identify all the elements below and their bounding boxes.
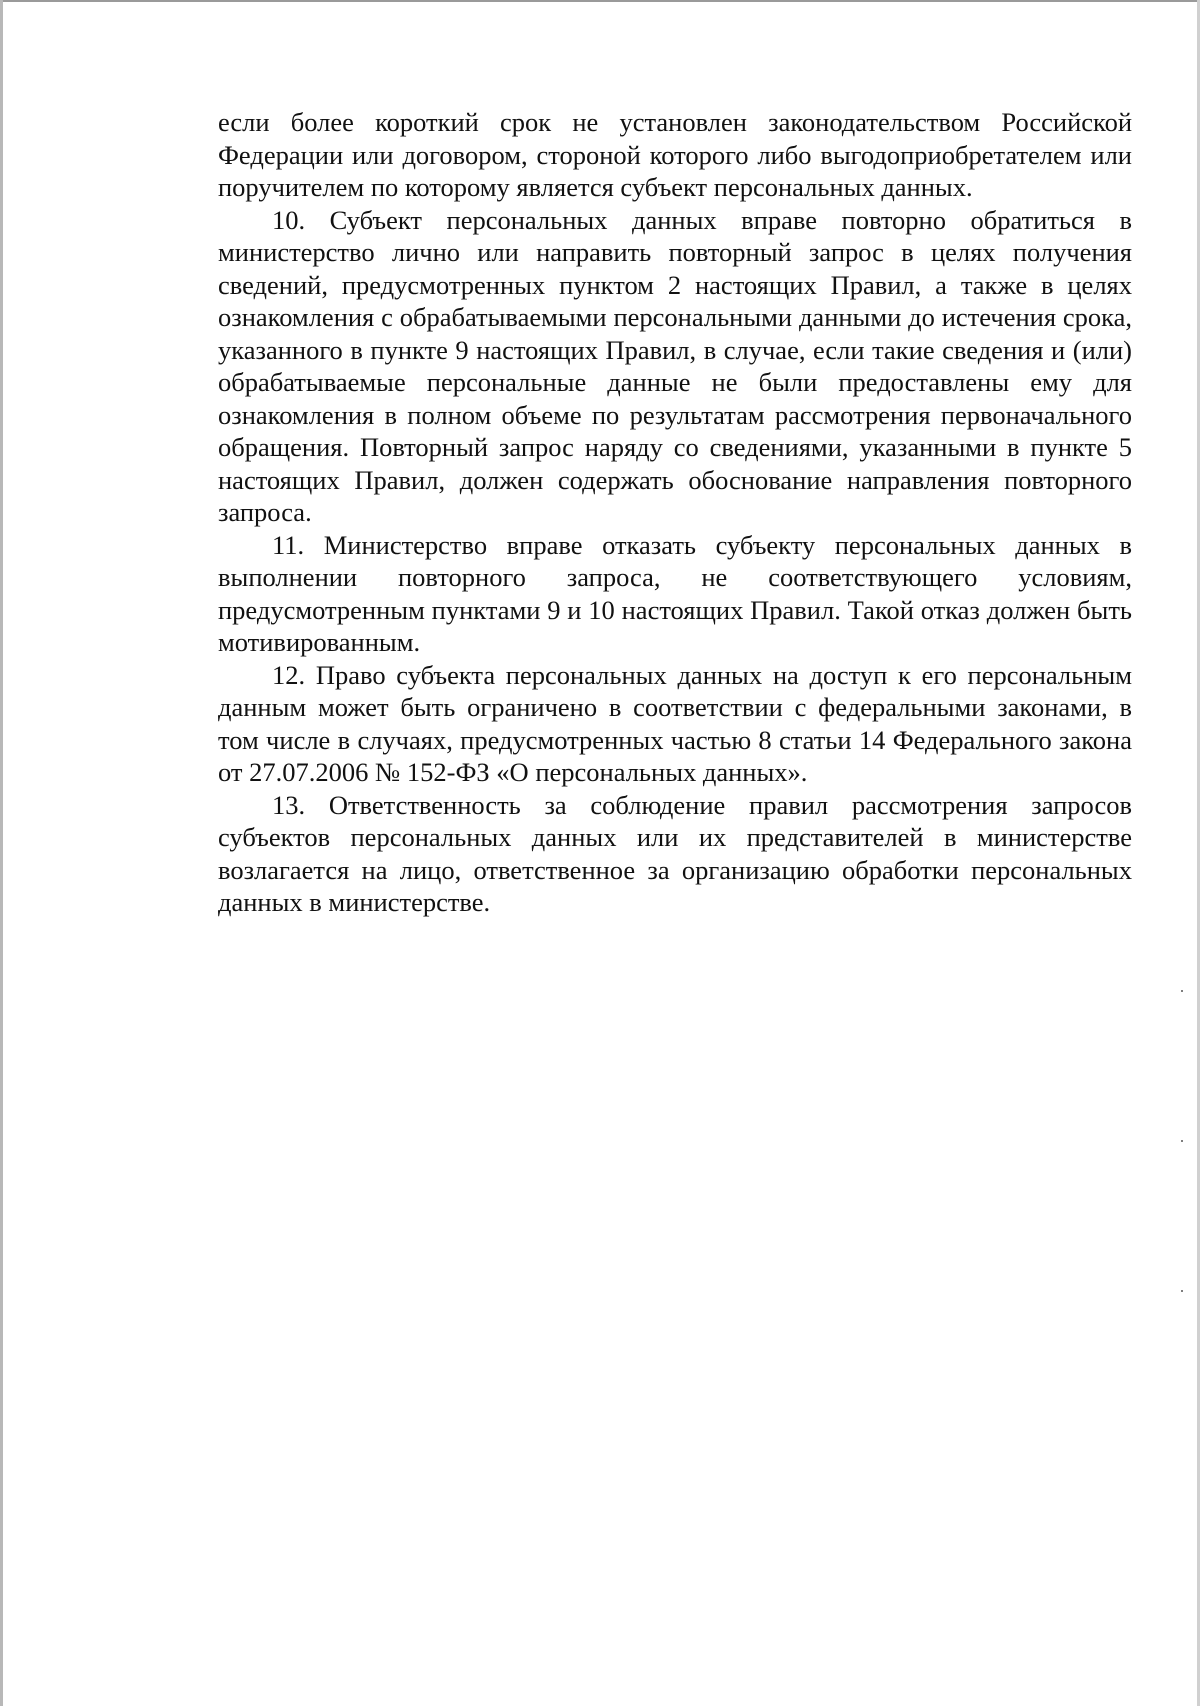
paragraph-10: 10. Субъект персональных данных вправе повторно обратиться в министерство лично или направить повторный запрос в целях получения сведений, предусмотренных пунктом 2 настоящих Правил, а также в целях ознакомления с обрабатываемыми персональными данными до истечения срока, указанного в пункте 9 настоящих Правил, в случае, если такие сведения и (или) обрабатываемые персональные данные не были предоставлены ему для ознакомления в полном объеме по результатам рассмотрения первоначального обращения. Повторный запрос наряду со сведениями, указанными в пункте 5 настоящих Правил, должен содержать обоснование направления повторного запроса.	[218, 204, 1132, 527]
paragraph-continuation: если более короткий срок не установлен законодательством Российской Федерации или договором, стороной которого либо выгодоприобретателем или поручителем по которому является субъект персональных данных.	[218, 107, 1132, 202]
scan-speck	[1181, 1140, 1183, 1142]
scan-left-edge	[0, 0, 3, 1706]
scan-speck	[1181, 990, 1183, 992]
scan-speck	[1181, 1290, 1183, 1292]
scan-top-edge	[0, 0, 1200, 2]
paragraph-11: 11. Министерство вправе отказать субъекту персональных данных в выполнении повторного запроса, не соответствующего условиям, предусмотренным пунктами 9 и 10 настоящих Правил. Такой отказ должен быть мотивированным.	[218, 529, 1132, 657]
paragraph-12: 12. Право субъекта персональных данных на доступ к его персональным данным может быть ограничено в соответствии с федеральными законами, в том числе в случаях, предусмотренных частью 8 статьи 14 Федерального закона от 27.07.2006 № 152-ФЗ «О персональных данных».	[218, 659, 1132, 787]
document-body	[218, 106, 1132, 919]
paragraph-13: 13. Ответственность за соблюдение правил рассмотрения запросов субъектов персональных данных или их представителей в министерстве возлагается на лицо, ответственное за организацию обработки персональных данных в министерстве.	[218, 789, 1132, 917]
